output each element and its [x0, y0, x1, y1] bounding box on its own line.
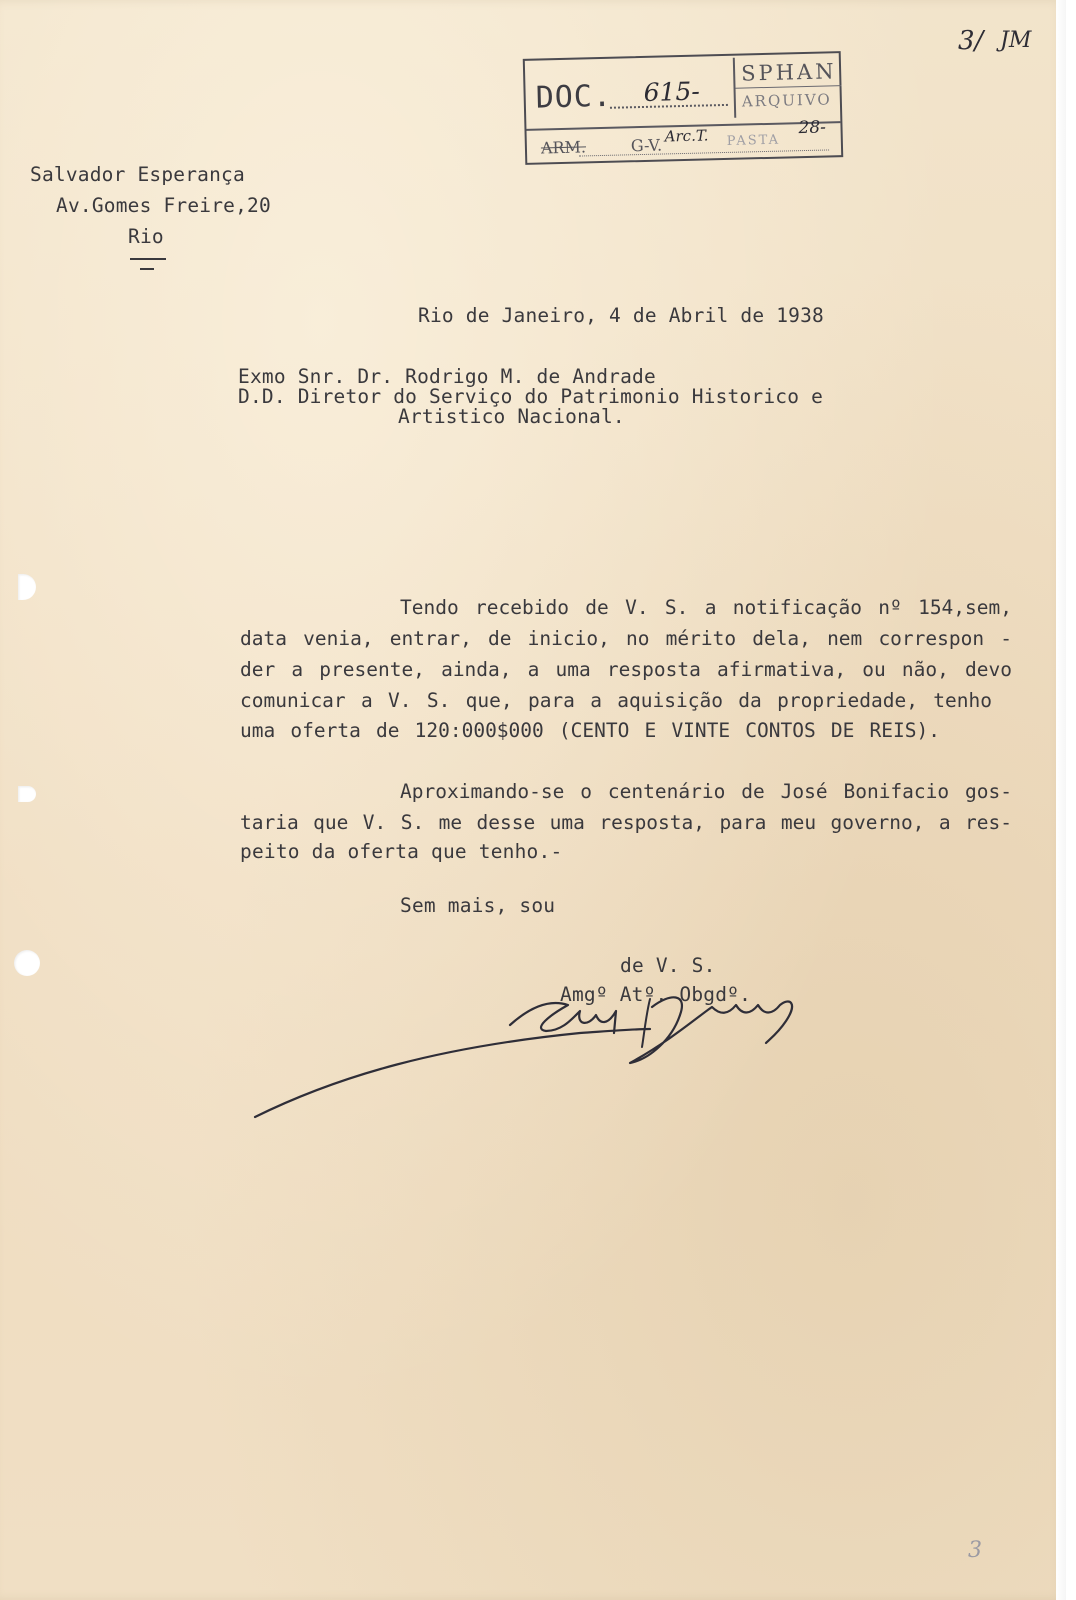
archive-stamp: [523, 51, 843, 165]
closing-complimentary: Amgº Atº. Obgdº.: [560, 983, 752, 1006]
punch-hole: [18, 574, 36, 600]
sender-name: Salvador Esperança: [30, 163, 245, 186]
recipient-line: Exmo Snr. Dr. Rodrigo M. de Andrade: [238, 365, 656, 388]
sender-city: Rio: [128, 225, 164, 248]
body-line: taria que V. S. me desse uma resposta, para meu governo, a res-: [240, 811, 1012, 834]
punch-hole: [14, 950, 40, 976]
closing-line: de V. S.: [620, 954, 716, 977]
stamp-gv-label: G-V.: [630, 135, 663, 156]
sender-address: Av.Gomes Freire,20: [56, 194, 271, 217]
body-line: Tendo recebido de V. S. a notificação nº 154,sem,: [400, 596, 1012, 619]
stamp-doc-number: 615-: [643, 76, 701, 107]
recipient-line: Artistico Nacional.: [398, 405, 625, 428]
stamp-pasta-label: PASTA: [726, 132, 781, 149]
page-edge: [1056, 0, 1066, 1600]
folio-number: 3/: [958, 26, 984, 56]
body-line: comunicar a V. S. que, para a aquisição da propriedade, tenho: [240, 689, 992, 712]
stamp-gv-handwritten: Arc.T.: [664, 126, 709, 146]
body-line: data venia, entrar, de inicio, no mérito dela, nem correspon -: [240, 627, 1012, 650]
punch-hole: [18, 786, 36, 802]
stamp-arm-label: ARM.: [540, 137, 587, 158]
recipient-line: D.D. Diretor do Serviço do Patrimonio Historico e: [238, 385, 824, 408]
bottom-page-number: 3: [968, 1538, 982, 1563]
closing-line: Sem mais, sou: [400, 894, 556, 917]
date-line: Rio de Janeiro, 4 de Abril de 1938: [418, 304, 824, 327]
body-line: peito da oferta que tenho.-: [240, 840, 563, 863]
sender-rule: [140, 268, 154, 270]
sender-rule: [130, 258, 166, 260]
body-line: der a presente, ainda, a uma resposta afirmativa, ou não, devo: [240, 658, 1012, 681]
folio-initials: JM: [1000, 28, 1032, 53]
stamp-pasta-number: 28-: [798, 117, 827, 139]
signature-scribble: [250, 985, 810, 1125]
stamp-doc-label: DOC.: [535, 78, 613, 116]
stamp-department: ARQUIVO: [741, 90, 832, 111]
body-line: Aproximando-se o centenário de José Bonifacio gos-: [400, 780, 1012, 803]
stamp-organization: SPHAN: [740, 59, 837, 86]
body-line: uma oferta de 120:000$000 (CENTO E VINTE CONTOS DE REIS).: [240, 719, 940, 742]
stamp-dotted-line: [579, 149, 829, 156]
